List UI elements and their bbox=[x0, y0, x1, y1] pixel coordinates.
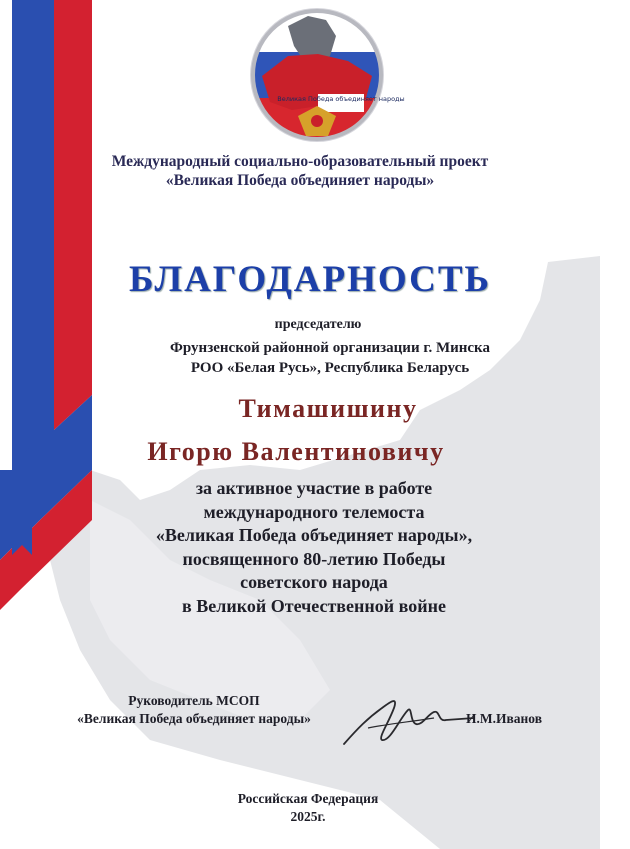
emblem-logo bbox=[248, 6, 405, 144]
signer-role-line-2: «Великая Победа объединяет народы» bbox=[77, 711, 311, 726]
recipient-surname: Тимашишину bbox=[238, 394, 418, 423]
reason-line: за активное участие в работе bbox=[195, 478, 433, 498]
project-description bbox=[0, 152, 600, 190]
footer-country: Российская Федерация bbox=[237, 791, 379, 806]
handwritten-signature bbox=[338, 688, 478, 752]
reason-line: «Великая Победа объединяет народы», bbox=[155, 525, 473, 545]
signer-role-line-1: Руководитель МСОП bbox=[128, 693, 260, 708]
recipient-organization bbox=[30, 338, 630, 378]
reason-text bbox=[14, 477, 614, 618]
recipient-given-names: Игорю Валентиновичу bbox=[147, 437, 445, 466]
certificate-title: БЛАГОДАРНОСТЬ bbox=[128, 259, 492, 300]
reason-line: посвященного 80-летию Победы bbox=[182, 548, 446, 569]
footer-year: 2025г. bbox=[290, 809, 326, 824]
signer-name: И.М.Иванов bbox=[466, 711, 543, 726]
signer-role bbox=[44, 692, 344, 728]
project-line-1: Международный социально-образовательный проект bbox=[111, 153, 489, 170]
project-line-2: «Великая Победа объединяет народы» bbox=[165, 172, 435, 189]
recipient-org-line-2: РОО «Белая Русь», Республика Беларусь bbox=[190, 360, 470, 376]
footer bbox=[8, 790, 608, 826]
recipient-position: председателю bbox=[274, 317, 362, 332]
reason-line: в Великой Отечественной войне bbox=[182, 595, 446, 616]
recipient-org-line-1: Фрунзенской районной организации г. Минска bbox=[170, 340, 490, 356]
reason-line: международного телемоста bbox=[203, 501, 425, 522]
reason-line: советского народа bbox=[240, 572, 388, 592]
emblem-text: Великая Победа объединяет народы bbox=[277, 95, 405, 103]
